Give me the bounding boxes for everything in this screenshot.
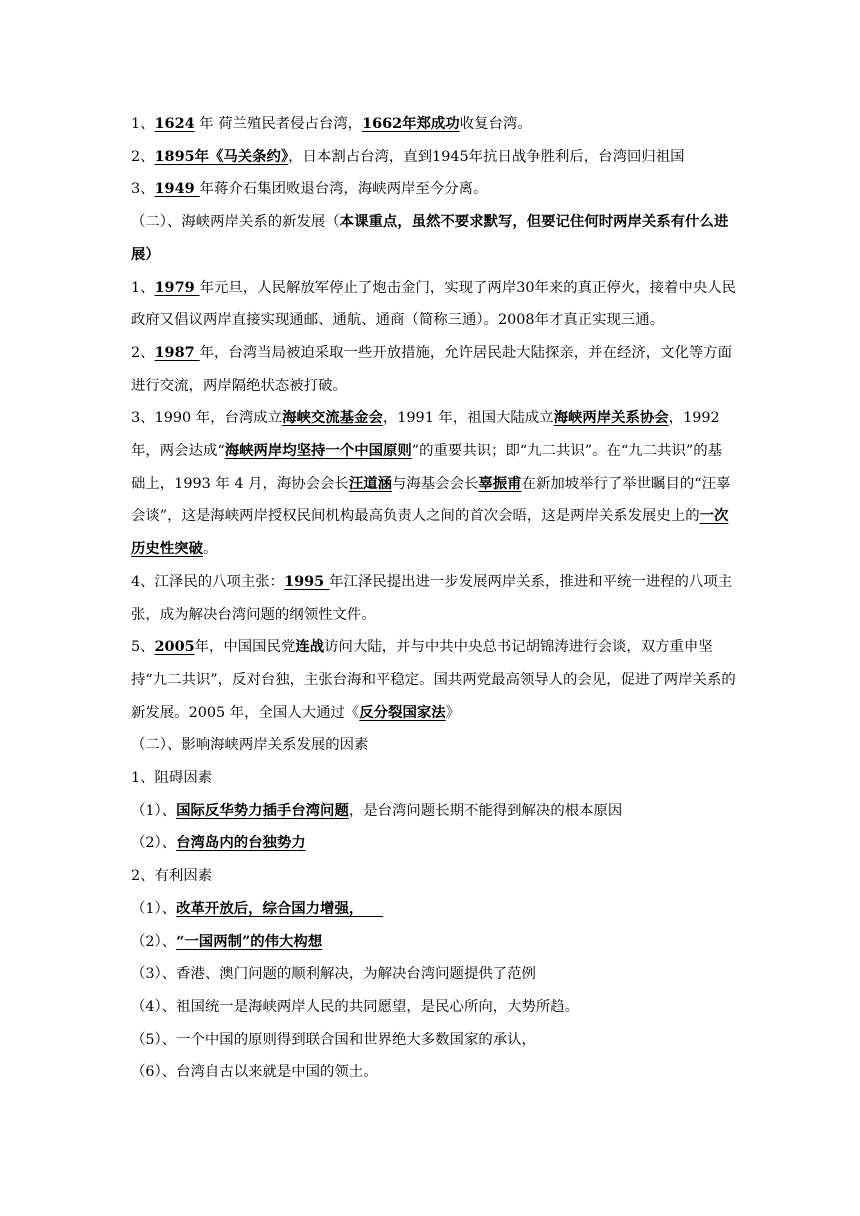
text: 访问大陆，并与中共中央总书记胡锦涛进行会谈，双方重申坚持“九二共识”，反对台独，主张台海和平稳定。国共两党最高领导人的会见，促进了两岸关系的新发展。2005 年，全国人大通过《 [131,639,736,721]
emphasis-year: 1987 [154,343,200,361]
emphasis-wang-daohan: 汪道涵 [348,474,392,492]
emphasis-arats: 海峡两岸关系协会 [553,409,669,427]
list-item-favorable-1 [131,893,736,926]
paragraph-1949 [131,173,736,206]
text: （1）、 [131,900,177,917]
list-item-favorable-6: （6）、台湾自古以来就是中国的领土。 [131,1064,378,1081]
emphasis-one-china-principle: 海峡两岸均坚持一个中国原则 [224,442,412,460]
emphasis-year: 1995 [284,572,330,590]
paragraph-2005 [131,631,736,729]
emphasis-zheng-chenggong: 1662年郑成功 [362,115,460,132]
list-item-favorable-5: （5）、一个中国的原则得到联合国和世界绝大多数国家的承认， [131,1031,536,1048]
text: 》 [445,704,461,721]
text: ，是台湾问题长期不能得到解决的根本原因 [348,802,623,819]
emphasis-year: 1624 [154,115,195,132]
text: 5、 [131,639,155,656]
text: ”的重要共识；即“九二共识”。在“九二共识”的基础上，1993 年 4 月，海协会会长 [131,443,723,492]
emphasis-national-strength: 改革开放后，综合国力增强， [176,899,384,917]
text: 收复台湾。 [459,116,532,132]
document-body [131,108,736,1089]
emphasis-sef: 海峡交流基金会 [282,409,383,427]
subheading-obstacles: 1、阻碍因素 [131,770,213,787]
text: 年，台湾当局被迫采取一些开放措施，允许居民赴大陆探亲，并在经济，文化等方面进行交流，两岸隔绝状态被打破。 [131,344,733,394]
paragraph-treaty-1895 [131,141,736,174]
paragraph-1987 [131,337,736,402]
text: （2）、 [131,835,177,852]
text: 1、 [131,279,155,296]
text: 年元旦，人民解放军停止了炮击金门，实现了两岸30年来的真正停火，接着中央人民政府又倡议两岸直接实现通邮、通航、通商（简称三通）。2008年才真正实现三通。 [131,279,736,329]
paragraph-1979 [131,272,736,337]
text: 年 荷兰殖民者侵占台湾， [194,116,363,132]
section-heading-factors: （二）、影响海峡两岸关系发展的因素 [131,737,369,754]
emphasis-key-point: 本课重点，虽然不要求默写，但要记住何时两岸关系有什么进展） [131,213,729,263]
emphasis-year: 1979 [154,278,200,296]
emphasis-independence-forces: 台湾岛内的台独势力 [176,834,306,852]
list-item-favorable-4: （4）、祖国统一是海峡两岸人民的共同愿望，是民心所向，大势所趋。 [131,998,580,1015]
text: 。 [202,541,218,558]
text: （1）、 [131,802,177,819]
paragraph-eight-points [131,566,736,631]
section-heading-new-development [131,206,736,271]
emphasis-anti-secession-law: 反分裂国家法 [359,703,446,721]
text: ，1991 年，祖国大陆成立 [382,410,554,427]
list-item-favorable-3: （3）、香港、澳门问题的顺利解决，为解决台湾问题提供了范例 [131,966,536,983]
text: 3、1990 年，台湾成立 [131,410,283,427]
emphasis-year: 2005 [154,638,195,656]
text: 在新加坡举行了举世瞩目的“汪辜会谈”，这是海峡两岸授权民间机构最高负责人之间的首次会晤，这是两岸关系发展史上的 [131,475,731,525]
emphasis-koo-chenfu: 辜振甫 [478,474,522,492]
text: ，1992年，两会达成“ [131,410,720,460]
paragraph-1990-1993 [131,402,736,566]
text: 2、 [131,148,155,165]
text: 年蒋介石集团败退台湾，海峡两岸至今分离。 [199,181,488,198]
text: 4、江泽民的八项主张： [131,573,285,590]
text: ，日本割占台湾，直到1945年抗日战争胜利后，台湾回归祖国 [288,148,685,165]
text: （二）、海峡两岸关系的新发展（ [131,214,340,231]
emphasis-one-country-two-systems: “一国两制”的伟大构想 [176,932,323,950]
text: 年，中国国民党 [194,639,296,656]
text: 1、 [131,116,155,132]
paragraph-taiwan-1624 [131,108,736,141]
list-item-obstacle-2 [131,827,736,860]
emphasis-lien-chan: 连战 [295,638,325,656]
emphasis-foreign-forces: 国际反华势力插手台湾问题 [176,801,349,819]
text: 与海基会会长 [392,475,479,492]
text: 3、 [131,181,155,198]
subheading-favorable: 2、有利因素 [131,868,213,885]
emphasis-treaty: 1895年《马关条约》 [154,147,289,165]
text: （2）、 [131,933,177,950]
list-item-favorable-2 [131,926,736,959]
emphasis-breakthrough: 一次历史性突破 [131,507,729,558]
emphasis-year: 1949 [154,180,200,198]
text: 年江泽民提出进一步发展两岸关系，推进和平统一进程的八项主张，成为解决台湾问题的纲领性文件。 [131,573,733,623]
list-item-obstacle-1 [131,795,736,828]
text: 2、 [131,344,155,361]
